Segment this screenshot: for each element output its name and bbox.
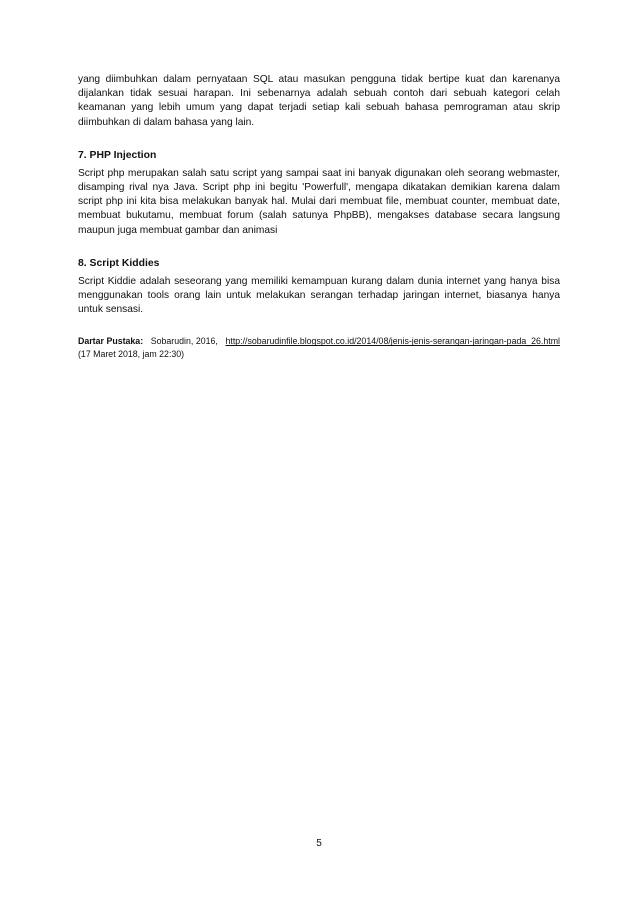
reference-author-year: Sobarudin, 2016, xyxy=(150,336,218,347)
section-body-script-kiddies: Script Kiddie adalah seseorang yang memiliki kemampuan kurang dalam dunia internet yang hanya bisa menggunakan tools orang lain untuk melakukan serangan terhadap jaringan internet, biasanya hanya untuk sensasi. xyxy=(78,275,560,316)
section-body-php-injection: Script php merupakan salah satu script yang sampai saat ini banyak digunakan oleh seorang webmaster, disamping rival nya Java. Script php ini begitu 'Powerfull', mengapa dikatakan demikian karena dalam script php ini kita bisa melakukan banyak hal. Mulai dari membuat file, membuat counter, membuat date, membuat bukutamu, membuat forum (salah satunya PhpBB), mengakses database secara langsung maupun juga membuat gambar dan animasi xyxy=(78,167,560,236)
section-heading-script-kiddies: 8. Script Kiddies xyxy=(78,257,160,269)
intro-paragraph: yang diimbuhkan dalam pernyataan SQL atau masukan pengguna tidak bertipe kuat dan karenanya dijalankan tidak sesuai harapan. Ini sebenarnya adalah sebuah contoh dari sebuah kategori celah keamanan yang lebih umum yang dapat terjadi setiap kali sebuah bahasa pemrograman atau skrip diimbuhkan di dalam bahasa yang lain. xyxy=(78,74,560,128)
reference-entry xyxy=(78,335,560,360)
page-number: 5 xyxy=(316,838,322,849)
reference-label: Dartar Pustaka: xyxy=(78,336,144,347)
reference-accessed-date: (17 Maret 2018, jam 22:30) xyxy=(78,348,185,359)
section-heading-php-injection: 7. PHP Injection xyxy=(78,149,157,161)
reference-link[interactable]: http://sobarudinfile.blogspot.co.id/2014/08/jenis-jenis-serangan-jaringan-pada_26.html xyxy=(225,336,560,347)
page-content xyxy=(78,73,560,360)
